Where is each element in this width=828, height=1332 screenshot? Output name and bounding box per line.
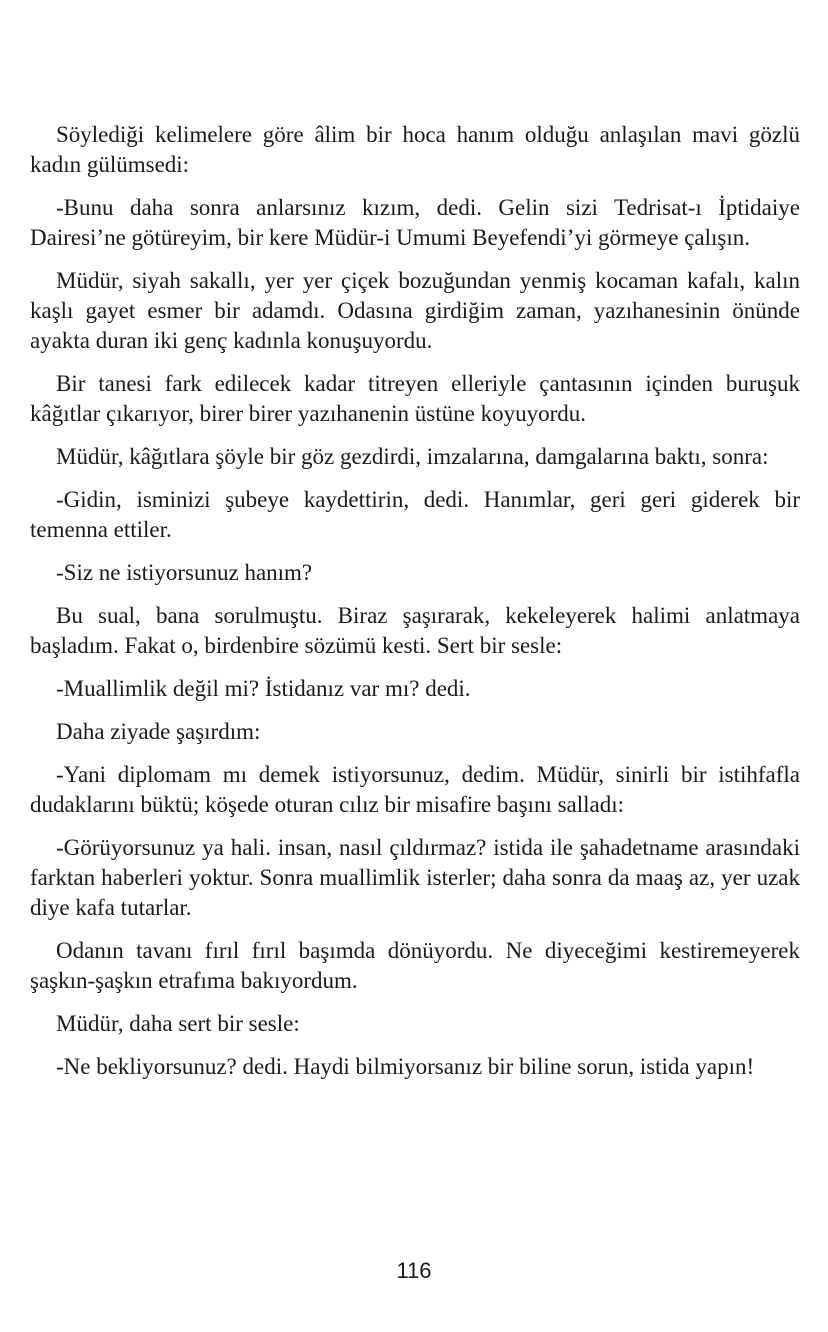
paragraph: -Yani diplomam mı demek istiyorsunuz, dedim. Müdür, sinirli bir istihfafla dudaklarını büktü; köşede oturan cılız bir misafire başını salladı: xyxy=(30,762,800,817)
paragraph: -Gidin, isminizi şubeye kaydettirin, dedi. Hanımlar, geri geri giderek bir temenna ettiler. xyxy=(30,487,800,542)
paragraph: Söylediği kelimelere göre âlim bir hoca hanım olduğu anlaşılan mavi gözlü kadın gülümsedi: xyxy=(30,122,800,177)
paragraph: Müdür, daha sert bir sesle: xyxy=(56,1011,300,1036)
paragraph: -Muallimlik değil mi? İstidanız var mı? dedi. xyxy=(56,676,471,701)
paragraph: Müdür, siyah sakallı, yer yer çiçek bozuğundan yenmiş kocaman kafalı, kalın kaşlı gayet esmer bir adamdı. Odasına girdiğim zaman, yazıhanesinin önünde ayakta duran iki genç kadınla konuşuyordu. xyxy=(30,268,800,353)
page-body xyxy=(30,120,800,1095)
paragraph: -Ne bekliyorsunuz? dedi. Haydi bilmiyorsanız bir biline sorun, istida yapın! xyxy=(56,1054,755,1079)
paragraph: Müdür, kâğıtlara şöyle bir göz gezdirdi, imzalarına, damgalarına baktı, sonra: xyxy=(56,444,769,469)
paragraph: -Görüyorsunuz ya hali. insan, nasıl çıldırmaz? istida ile şahadetname arasındaki farktan haberleri yoktur. Sonra muallimlik isterler; daha sonra da maaş az, yer uzak diye kafa tutarlar. xyxy=(30,835,800,920)
page-number: 116 xyxy=(396,1258,432,1283)
paragraph: -Siz ne istiyorsunuz hanım? xyxy=(56,560,313,585)
paragraph: Daha ziyade şaşırdım: xyxy=(56,719,261,744)
paragraph: -Bunu daha sonra anlarsınız kızım, dedi. Gelin sizi Tedrisat-ı İptidaiye Dairesi’ne götüreyim, bir kere Müdür-i Umumi Beyefendi’yi görmeye çalışın. xyxy=(30,195,800,250)
paragraph: Bir tanesi fark edilecek kadar titreyen elleriyle çantasının içinden buruşuk kâğıtlar çıkarıyor, birer birer yazıhanenin üstüne koyuyordu. xyxy=(30,371,800,426)
paragraph: Odanın tavanı fırıl fırıl başımda dönüyordu. Ne diyeceğimi kestiremeyerek şaşkın-şaşkın etrafıma bakıyordum. xyxy=(30,938,800,993)
paragraph: Bu sual, bana sorulmuştu. Biraz şaşırarak, kekeleyerek halimi anlatmaya başladım. Fakat o, birdenbire sözümü kesti. Sert bir sesle: xyxy=(30,603,800,658)
